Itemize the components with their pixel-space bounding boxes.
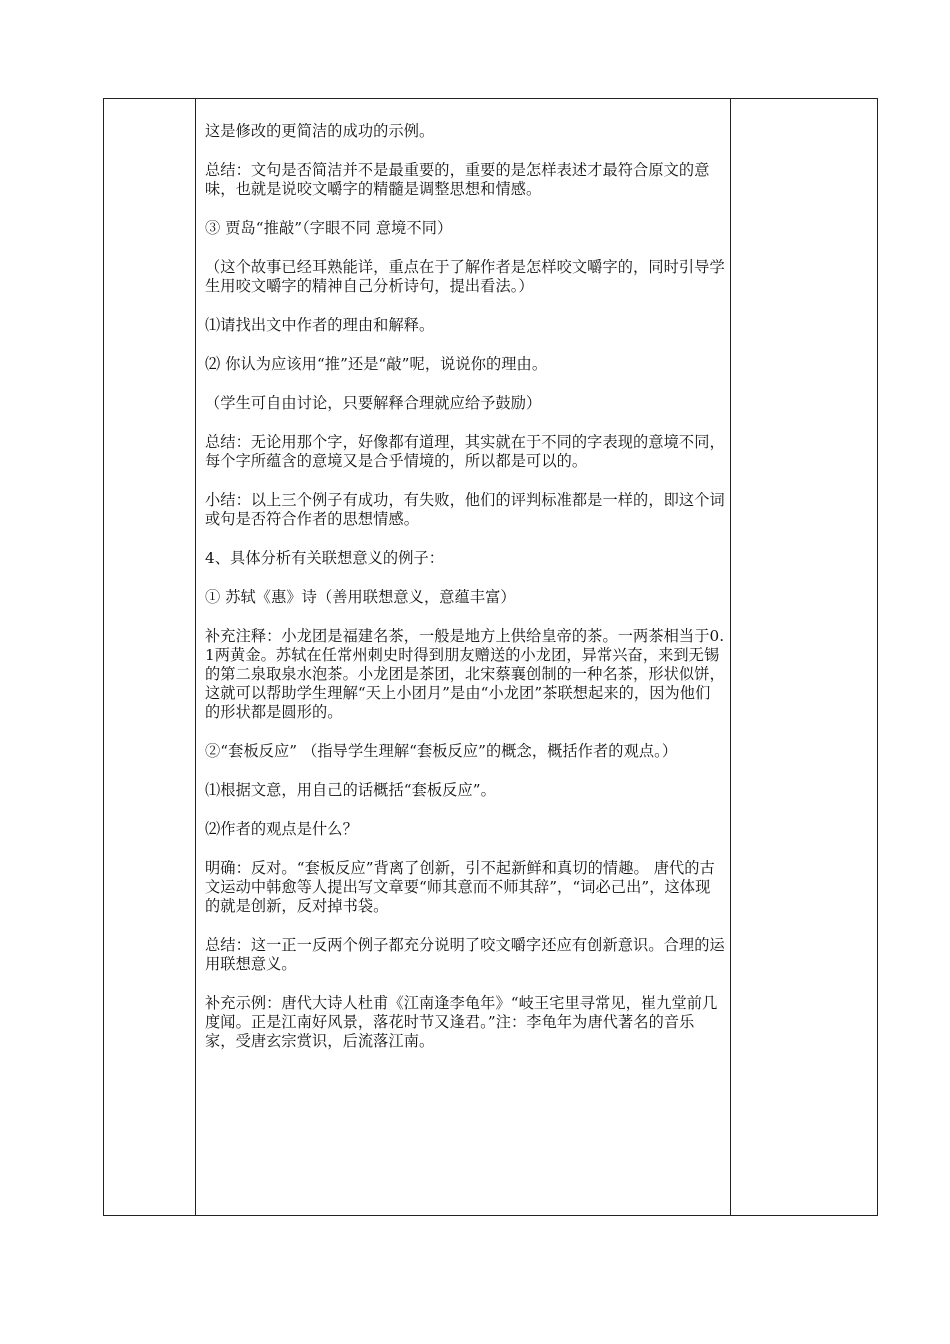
right-column-cell — [732, 99, 877, 1215]
column-divider-left — [195, 99, 196, 1215]
paragraph-jia-dao-heading: ③ 贾岛“推敲”（字眼不同 意境不同） — [205, 219, 453, 237]
paragraph-stock-question-2: ⑵作者的观点是什么？ — [205, 820, 358, 838]
paragraph-answer: 明确：反对。“套板反应”背离了创新，引不起新鲜和真切的情趣。 唐代的古文运动中韩愈等人提出写文章要“师其意而不师其辞”，“词必己出”，这体现的就是创新，反对掉书袋。 — [205, 859, 715, 915]
paragraph-summary-concise: 总结：文句是否简洁并不是最重要的，重要的是怎样表述才最符合原文的意味，也就是说咬文嚼字的精髓是调整思想和情感。 — [205, 161, 710, 198]
paragraph-stock-question-1: ⑴根据文意，用自己的话概括“套板反应”。 — [205, 781, 496, 799]
left-column-cell — [104, 99, 195, 1215]
lesson-table — [103, 98, 878, 1216]
paragraph-brief-summary: 小结：以上三个例子有成功，有失败，他们的评判标准都是一样的，即这个词或句是否符合作者的思想情感。 — [205, 491, 725, 528]
paragraph-su-shi-poem: ① 苏轼《惠》诗（善用联想意义，意蕴丰富） — [205, 588, 516, 606]
paragraph-story-note: （这个故事已经耳熟能详，重点在于了解作者是怎样咬文嚼字的，同时引导学生用咬文嚼字的精神自己分析诗句，提出看法。） — [205, 258, 725, 295]
main-content-cell — [205, 119, 725, 1051]
paragraph-stock-response-heading: ②“套板反应” （指导学生理解“套板反应”的概念，概括作者的观点。） — [205, 742, 678, 760]
paragraph-summary-artistic-conception: 总结：无论用那个字，好像都有道理，其实就在于不同的字表现的意境不同，每个字所蕴含的意境又是合乎情境的，所以都是可以的。 — [205, 433, 725, 470]
column-divider-right — [730, 99, 731, 1215]
paragraph-summary-innovation: 总结：这一正一反两个例子都充分说明了咬文嚼字还应有创新意识。合理的运用联想意义。 — [205, 936, 725, 973]
paragraph-concise-example: 这是修改的更简洁的成功的示例。 — [205, 122, 435, 140]
paragraph-question-1: ⑴请找出文中作者的理由和解释。 — [205, 316, 435, 334]
paragraph-discussion-note: （学生可自由讨论，只要解释合理就应给予鼓励） — [205, 394, 542, 412]
paragraph-question-2: ⑵ 你认为应该用“推”还是“敲”呢，说说你的理由。 — [205, 355, 548, 373]
paragraph-supplementary-note: 补充注释：小龙团是福建名茶，一般是地方上供给皇帝的茶。一两茶相当于0.1两黄金。苏轼在任常州刺史时得到朋友赠送的小龙团，异常兴奋，来到无锡的第二泉取泉水泡茶。小龙团是茶团，北宋蔡襄创制的一种名茶，形状似饼，这就可以帮助学生理解“天上小团月”是由“小龙团”茶联想起来的，因为他们的形状都是圆形的。 — [205, 627, 725, 721]
paragraph-supplementary-example: 补充示例：唐代大诗人杜甫《江南逢李龟年》“岐王宅里寻常见，崔九堂前几度闻。正是江南好风景，落花时节又逢君。”注：李龟年为唐代著名的音乐家，受唐玄宗赏识，后流落江南。 — [205, 994, 718, 1050]
paragraph-section-4-heading: 4、具体分析有关联想意义的例子： — [205, 549, 445, 567]
